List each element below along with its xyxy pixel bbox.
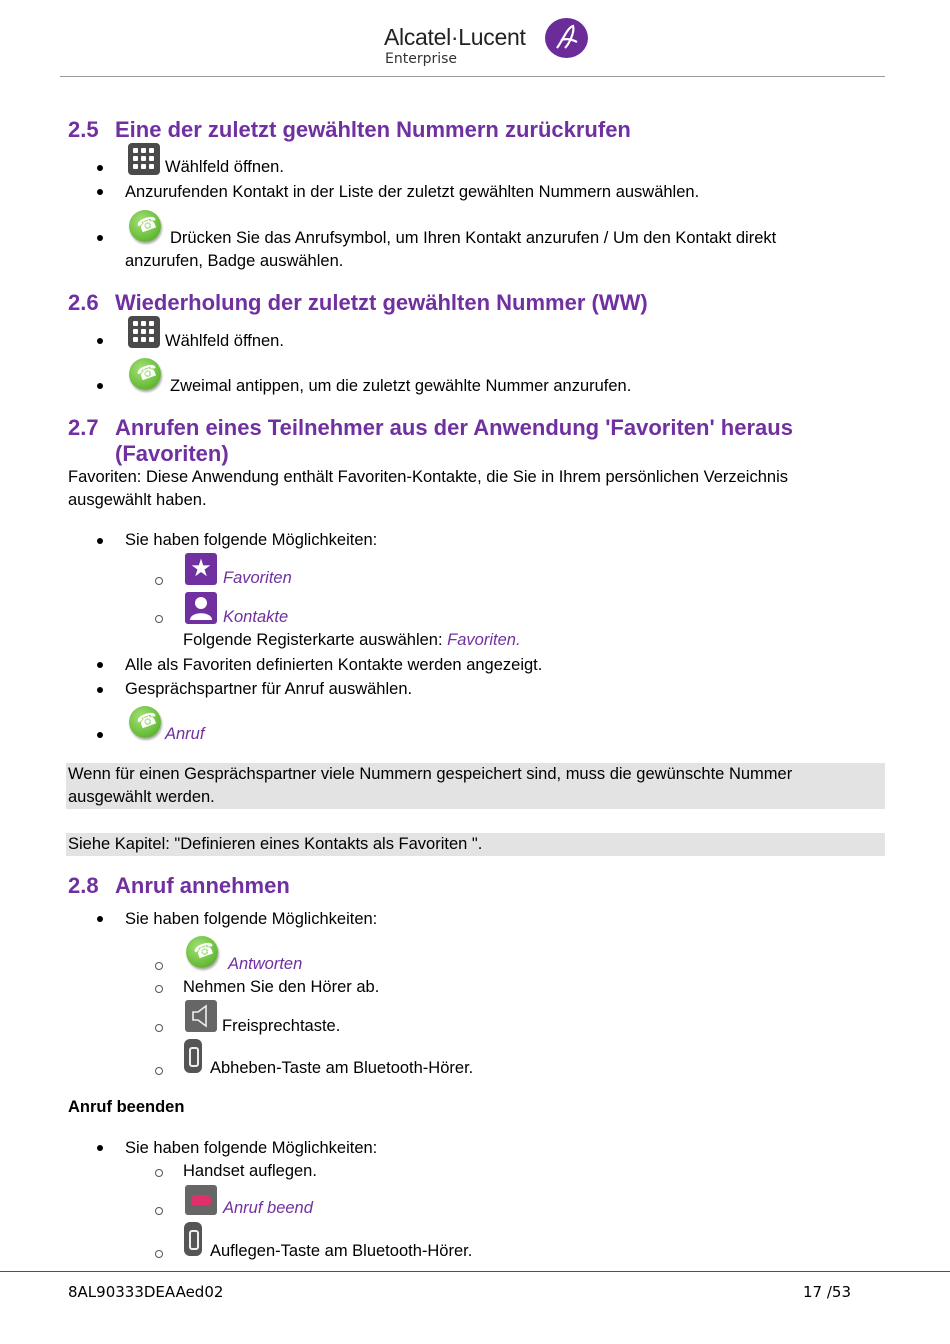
call-icon[interactable] (186, 936, 218, 968)
note-multiple-numbers: Wenn für einen Gesprächspartner viele Nummern gespeichert sind, muss die gewünschte Nummer ausgewählt werden. (66, 763, 885, 809)
note-see-chapter: Siehe Kapitel: "Definieren eines Kontakts als Favoriten ". (66, 833, 885, 856)
footer-divider (0, 1271, 950, 1272)
call-icon[interactable] (129, 358, 161, 390)
option-bluetooth-pickup: Abheben-Taste am Bluetooth-Hörer. (210, 1059, 474, 1077)
call-icon[interactable] (129, 210, 161, 242)
bluetooth-handset-icon[interactable] (184, 1222, 202, 1256)
option-answer[interactable]: Antworten (228, 955, 303, 973)
section-2-6-title: 2.6 Wiederholung der zuletzt gewählten Nummer (WW) (68, 290, 648, 315)
option-bluetooth-hangup: Auflegen-Taste am Bluetooth-Hörer. (210, 1242, 473, 1260)
section-2-7-title-cont: (Favoriten) (115, 441, 229, 466)
option-hang-up-handset: Handset auflegen. (183, 1162, 317, 1180)
call-icon[interactable] (129, 706, 161, 738)
dialpad-icon[interactable] (128, 316, 160, 348)
end-call-icon[interactable] (185, 1185, 217, 1215)
contact-icon[interactable] (185, 592, 217, 624)
option-end-call[interactable]: Anruf beend (223, 1199, 313, 1217)
brand-logo (545, 18, 588, 58)
step-press-call-a: Drücken Sie das Anrufsymbol, um Ihren Kontakt anzurufen / Um den Kontakt direkt (170, 229, 777, 247)
page-number: 17 /53 (803, 1283, 851, 1301)
favorites-intro-a: Favoriten: Diese Anwendung enthält Favoriten-Kontakte, die Sie in Ihrem persönlichen Verzeichnis (68, 468, 788, 486)
step-select-contact: Anzurufenden Kontakt in der Liste der zuletzt gewählten Nummern auswählen. (125, 183, 700, 201)
option-speaker-key: Freisprechtaste. (222, 1017, 341, 1035)
favorites-intro-b: ausgewählt haben. (68, 491, 207, 509)
options-intro: Sie haben folgende Möglichkeiten: (125, 531, 378, 549)
answer-options-intro: Sie haben folgende Möglichkeiten: (125, 910, 378, 928)
speaker-icon[interactable] (185, 1000, 217, 1032)
section-2-5-title: 2.5 Eine der zuletzt gewählten Nummern zurückrufen (68, 117, 631, 142)
option-pick-up-handset: Nehmen Sie den Hörer ab. (183, 978, 380, 996)
brand-subtitle: Enterprise (385, 51, 458, 67)
step-tap-twice: Zweimal antippen, um die zuletzt gewählte Nummer anzurufen. (170, 377, 632, 395)
brand-name: Alcatel·Lucent (384, 24, 526, 50)
step-press-call-b: anzurufen, Badge auswählen. (125, 252, 344, 270)
bluetooth-handset-icon[interactable] (184, 1039, 202, 1073)
option-call[interactable]: Anruf (165, 725, 205, 743)
option-favorites[interactable]: Favoriten (223, 569, 292, 587)
step-select-partner: Gesprächspartner für Anruf auswählen. (125, 680, 413, 698)
header-divider (60, 76, 885, 77)
dialpad-icon[interactable] (128, 143, 160, 175)
step-open-dialpad: Wählfeld öffnen. (165, 158, 284, 176)
section-2-8-title: 2.8 Anruf annehmen (68, 873, 290, 898)
star-icon[interactable]: ★ (185, 553, 217, 585)
option-contacts[interactable]: Kontakte (223, 608, 289, 626)
step-favorites-shown: Alle als Favoriten definierten Kontakte werden angezeigt. (125, 656, 543, 674)
end-call-subheading: Anruf beenden (68, 1098, 185, 1116)
section-2-7-title: 2.7 Anrufen eines Teilnehmer aus der Anwendung 'Favoriten' heraus (68, 415, 793, 440)
document-id: 8AL90333DEAAed02 (68, 1283, 224, 1301)
end-options-intro: Sie haben folgende Möglichkeiten: (125, 1139, 378, 1157)
step-open-dialpad: Wählfeld öffnen. (165, 332, 284, 350)
select-tab-instruction: Folgende Registerkarte auswählen: Favoriten. (183, 631, 521, 649)
